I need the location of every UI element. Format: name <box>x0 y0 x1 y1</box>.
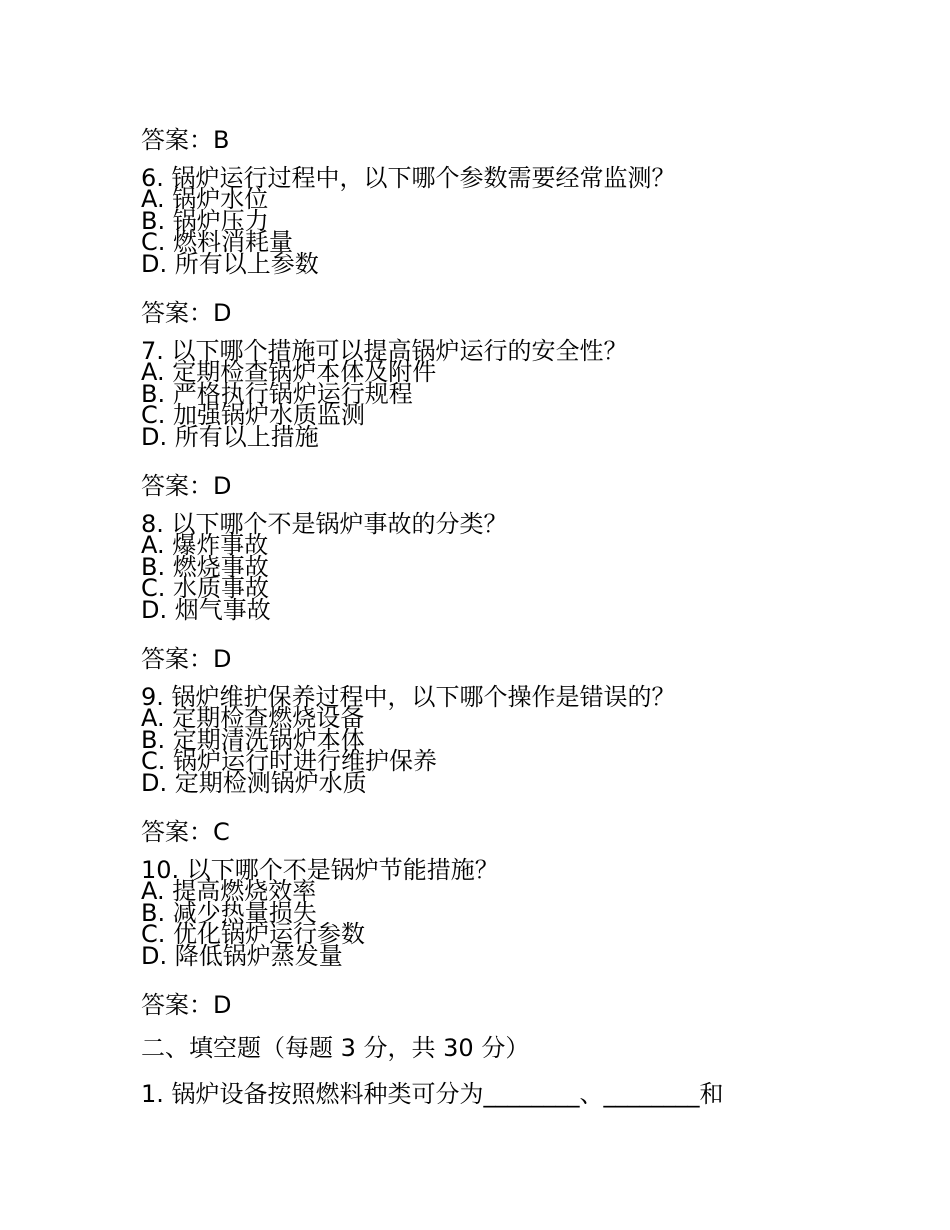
option-c: C. 优化锅炉运行参数 <box>141 920 366 948</box>
question-stem: 9. 锅炉维护保养过程中，以下哪个操作是错误的？ <box>141 683 676 711</box>
option-c: C. 锅炉运行时进行维护保养 <box>141 747 438 775</box>
option-a: A. 定期检查燃烧设备 <box>141 704 365 732</box>
question-8 <box>141 510 821 624</box>
option-b: B. 减少热量损失 <box>141 898 317 927</box>
answer-10: 答案：D <box>141 991 232 1019</box>
document-page <box>141 124 821 1111</box>
question-stem: 7. 以下哪个措施可以提高锅炉运行的安全性？ <box>141 337 628 365</box>
option-d: D. 所有以上措施 <box>141 422 319 451</box>
option-d: D. 烟气事故 <box>141 595 271 624</box>
option-d: D. 所有以上参数 <box>141 249 319 278</box>
question-stem: 10. 以下哪个不是锅炉节能措施？ <box>141 856 499 884</box>
option-b: B. 严格执行锅炉运行规程 <box>141 379 413 408</box>
question-stem: 8. 以下哪个不是锅炉事故的分类？ <box>141 510 508 538</box>
option-a: A. 定期检查锅炉本体及附件 <box>141 358 437 386</box>
option-a: A. 锅炉水位 <box>141 185 269 213</box>
option-c: C. 燃料消耗量 <box>141 228 294 256</box>
question-9 <box>141 683 821 797</box>
option-c: C. 加强锅炉水质监测 <box>141 401 366 429</box>
section-heading: 二、填空题（每题 3 分，共 30 分） <box>141 1034 530 1062</box>
option-a: A. 爆炸事故 <box>141 531 269 559</box>
question-stem: 6. 锅炉运行过程中，以下哪个参数需要经常监测？ <box>141 164 676 192</box>
answer-5: 答案：B <box>141 126 230 154</box>
option-a: A. 提高燃烧效率 <box>141 877 317 905</box>
option-b: B. 燃烧事故 <box>141 552 269 581</box>
answer-8: 答案：D <box>141 645 232 673</box>
option-d: D. 定期检测锅炉水质 <box>141 768 367 797</box>
question-10 <box>141 856 821 970</box>
answer-6: 答案：D <box>141 299 232 327</box>
option-b: B. 定期清洗锅炉本体 <box>141 725 365 754</box>
option-b: B. 锅炉压力 <box>141 206 269 235</box>
fill-blank-question-1: 1. 锅炉设备按照燃料种类可分为________、________和 <box>141 1080 724 1108</box>
answer-7: 答案：D <box>141 472 232 500</box>
option-c: C. 水质事故 <box>141 574 270 602</box>
answer-9: 答案：C <box>141 818 230 846</box>
question-6 <box>141 164 821 278</box>
question-7 <box>141 337 821 451</box>
option-d: D. 降低锅炉蒸发量 <box>141 941 343 970</box>
